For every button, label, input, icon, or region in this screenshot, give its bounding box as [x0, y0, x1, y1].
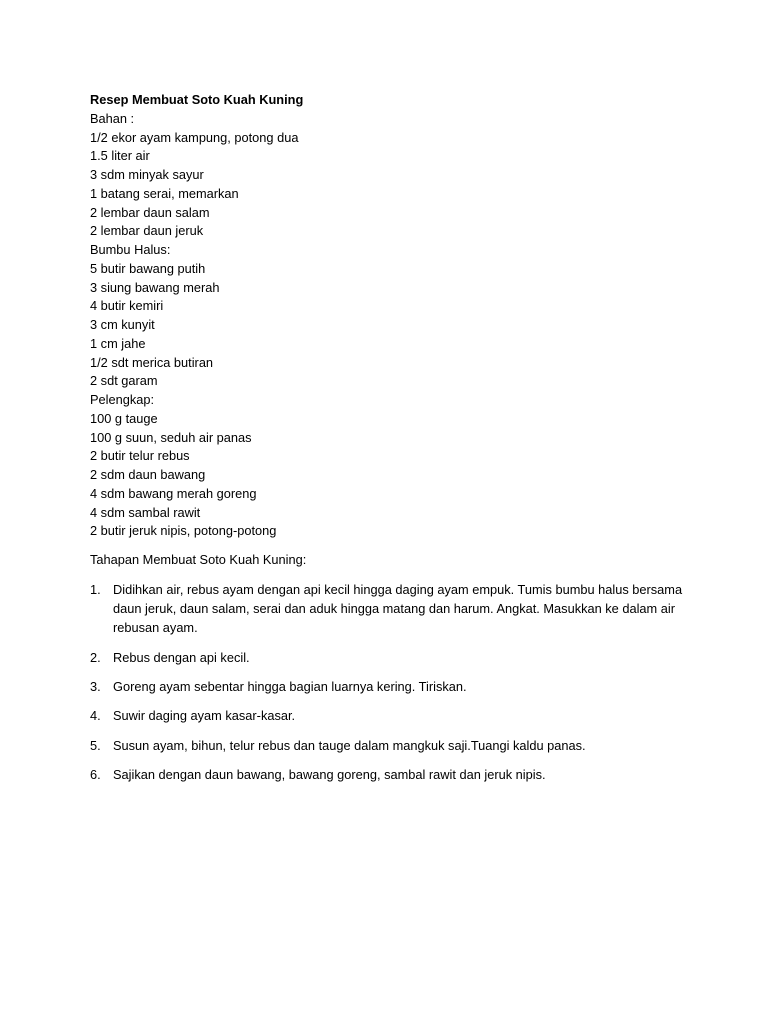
steps-heading: Tahapan Membuat Soto Kuah Kuning:: [90, 552, 307, 567]
step-item: [90, 736, 703, 755]
bumbu-item: 2 sdt garam: [90, 373, 158, 389]
step-number: 4.: [90, 708, 101, 724]
step-number: 5.: [90, 737, 101, 753]
pelengkap-item: 2 sdm daun bawang: [90, 467, 206, 482]
bahan-item: 2 lembar daun jeruk: [90, 223, 204, 239]
bumbu-item: 3 siung bawang merah: [90, 279, 220, 295]
bumbu-item: 4 butir kemiri: [90, 298, 164, 314]
pelengkap-item: 2 butir telur rebus: [90, 448, 190, 464]
step-text: Goreng ayam sebentar hingga bagian luarnya kering. Tiriskan.: [113, 678, 467, 694]
bahan-item: 1/2 ekor ayam kampung, potong dua: [90, 129, 299, 145]
pelengkap-item: 4 sdm sambal rawit: [90, 504, 201, 520]
step-text: Sajikan dengan daun bawang, bawang goreng, sambal rawit dan jeruk nipis.: [113, 766, 546, 782]
step-item: [90, 580, 703, 638]
pelengkap-item: 100 g suun, seduh air panas: [90, 429, 252, 445]
step-text: Susun ayam, bihun, telur rebus dan tauge dalam mangkuk saji.Tuangi kaldu panas.: [113, 737, 586, 753]
bumbu-item: 1 cm jahe: [90, 335, 146, 351]
steps-list: [90, 580, 690, 784]
pelengkap-heading: Pelengkap:: [90, 392, 155, 407]
pelengkap-item: 100 g tauge: [90, 410, 158, 426]
bumbu-heading: Bumbu Halus:: [90, 242, 171, 257]
bahan-item: 3 sdm minyak sayur: [90, 167, 204, 182]
step-number: 6.: [90, 766, 101, 782]
step-text: Suwir daging ayam kasar-kasar.: [113, 708, 296, 724]
step-item: [90, 677, 703, 696]
step-item: [90, 648, 703, 667]
recipe-document: [90, 91, 690, 794]
bumbu-item: 3 cm kunyit: [90, 317, 155, 332]
recipe-title: Resep Membuat Soto Kuah Kuning: [90, 92, 304, 107]
bumbu-item: 5 butir bawang putih: [90, 260, 206, 276]
step-text: Rebus dengan api kecil.: [113, 649, 250, 665]
bahan-heading: Bahan :: [90, 110, 135, 126]
bahan-item: 2 lembar daun salam: [90, 204, 210, 220]
pelengkap-item: 4 sdm bawang merah goreng: [90, 485, 257, 501]
pelengkap-item: 2 butir jeruk nipis, potong-potong: [90, 523, 277, 539]
step-number: 1.: [90, 581, 101, 597]
bahan-item: 1.5 liter air: [90, 148, 150, 164]
step-text: Didihkan air, rebus ayam dengan api kecil hingga daging ayam empuk. Tumis bumbu halus bersama daun jeruk, daun salam, serai dan aduk hingga matang dan harum. Angkat. Masukkan ke dalam air rebusan ayam.: [113, 581, 683, 636]
step-number: 2.: [90, 649, 101, 665]
step-item: [90, 765, 703, 784]
bumbu-item: 1/2 sdt merica butiran: [90, 354, 214, 370]
bahan-item: 1 batang serai, memarkan: [90, 185, 239, 201]
step-item: [90, 706, 703, 725]
step-number: 3.: [90, 678, 101, 694]
